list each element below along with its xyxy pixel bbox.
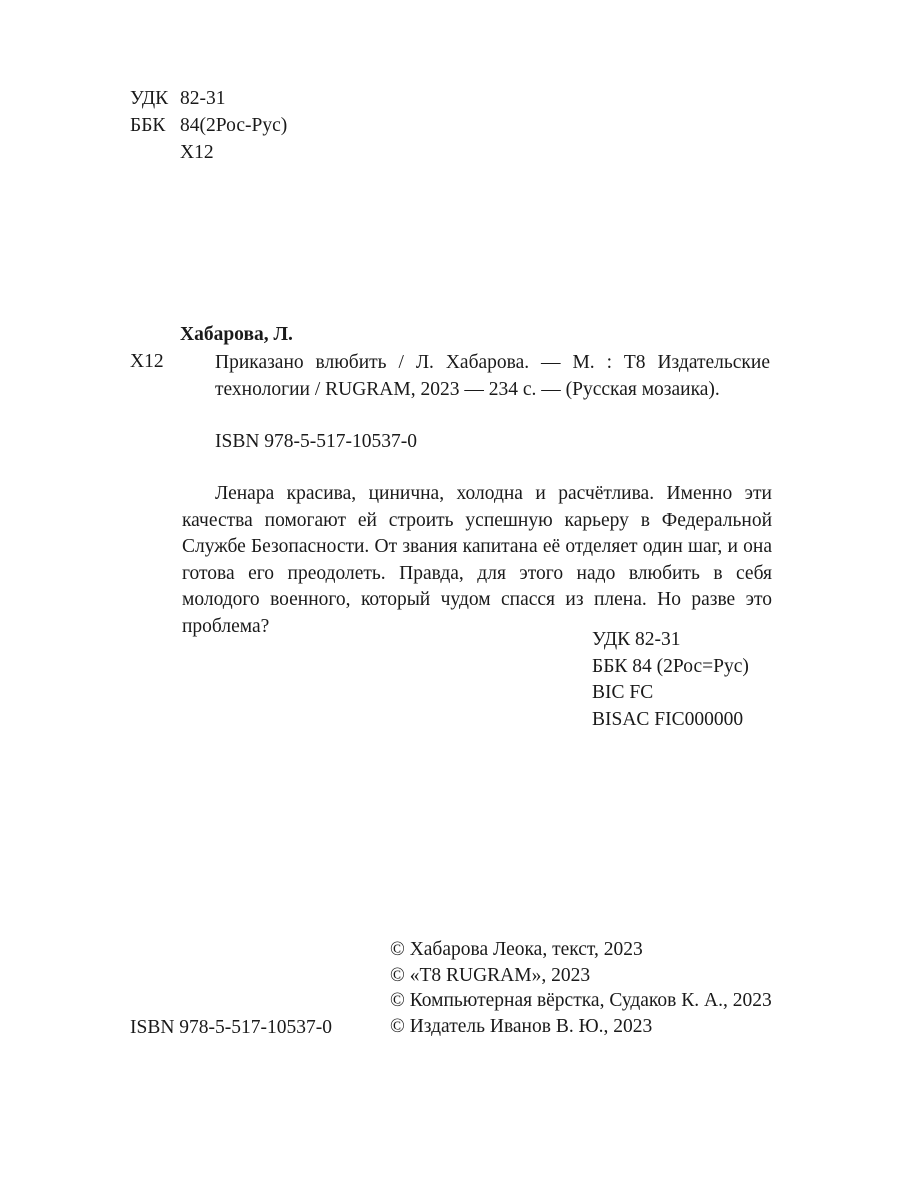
right-udk: УДК 82-31 <box>592 629 681 650</box>
copyright-line: © «Т8 RUGRAM», 2023 <box>390 964 591 986</box>
right-bbk: ББК 84 (2Рос=Рус) <box>592 655 749 677</box>
bbk-line <box>130 113 287 139</box>
catalog-isbn: ISBN 978-5-517-10537-0 <box>215 431 418 452</box>
right-bic: BIC FC <box>592 682 654 703</box>
catalog-author-mark: Х12 <box>130 351 164 372</box>
catalog-title: Приказано влюбить / Л. Хабарова. — М. : Т8 Издательские технологии / RUGRAM, 2023 — 234 с. — (Русская мозаика). <box>215 352 770 400</box>
author-mark-top: Х12 <box>180 142 214 163</box>
copyright-line: © Компьютерная вёрстка, Судаков К. А., 2023 <box>390 990 772 1011</box>
udk-label: УДК <box>130 88 169 109</box>
bottom-isbn: ISBN 978-5-517-10537-0 <box>130 1017 333 1038</box>
annotation-paragraph: Ленара красива, цинична, холодна и расчётлива. Именно эти качества помогают ей строить успешную карьеру в Федеральной Службе Безопасности. От звания капитана её отделяет один шаг, и она готова его преодолеть. Правда, для этого надо влюбить в себя молодого военного, который чудом спасся из плена. Но разве это проблема? <box>182 483 772 637</box>
catalog-author: Хабарова, Л. <box>180 324 293 345</box>
copyright-line: © Издатель Иванов В. Ю., 2023 <box>390 1015 653 1037</box>
right-codes-block <box>592 627 749 733</box>
bbk-label: ББК <box>130 115 166 136</box>
bbk-value: 84(2Рос-Рус) <box>180 115 288 136</box>
right-bisac: BISAC FIC000000 <box>592 708 744 730</box>
udk-value: 82-31 <box>180 88 226 109</box>
copyright-block <box>390 937 772 1039</box>
udk-line <box>130 86 226 112</box>
copyright-line: © Хабарова Леока, текст, 2023 <box>390 939 643 960</box>
